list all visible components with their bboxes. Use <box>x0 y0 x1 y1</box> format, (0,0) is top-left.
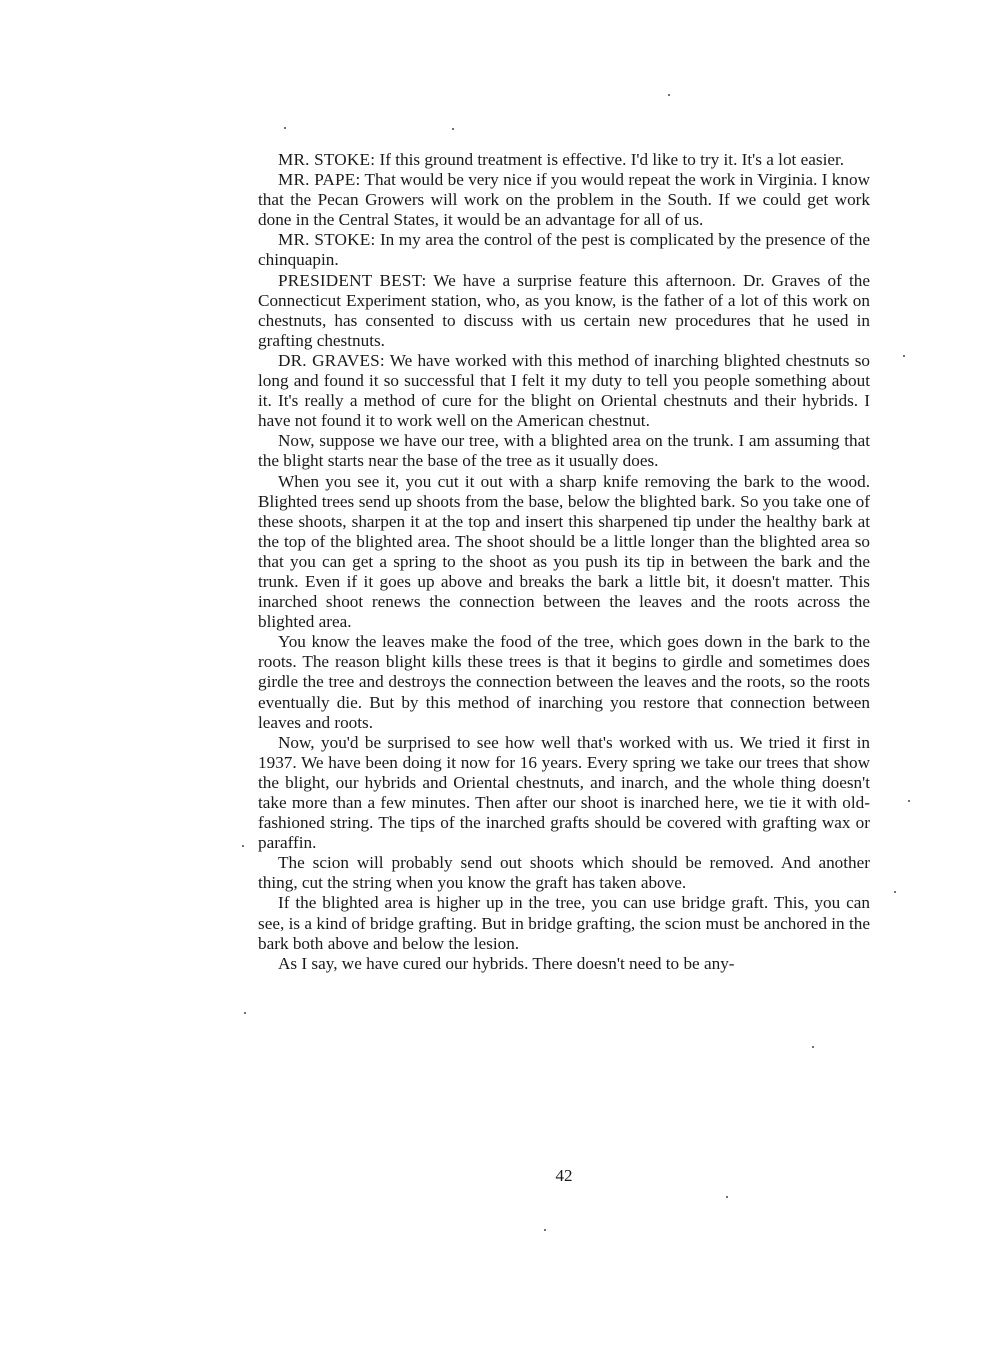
paragraph-text: You know the leaves make the food of the tree, which goes down in the bark to the roots. The reason blight kills these trees is that it begins to girdle and sometimes does girdle the tree and destroys the connection between the leaves and the roots, so the roots eventually die. But by this method of inarching you restore that connection between leaves and roots. <box>258 632 870 732</box>
paragraph-text: As I say, we have cured our hybrids. There doesn't need to be any- <box>278 953 735 973</box>
scan-speck <box>452 128 454 130</box>
speaker-label: MR. STOKE: <box>278 150 376 169</box>
paragraph-text: If this ground treatment is effective. I'd like to try it. It's a lot easier. <box>375 150 845 169</box>
paragraph-text: Now, suppose we have our tree, with a blighted area on the trunk. I am assuming that the blight starts near the base of the tree as it usually does. <box>258 431 870 471</box>
page-number: 42 <box>555 1166 573 1185</box>
paragraph-cured <box>258 954 870 974</box>
paragraph-cut-out <box>258 472 870 633</box>
paragraph-scion <box>258 853 870 893</box>
paragraph-suppose <box>258 431 870 471</box>
scan-speck <box>244 1012 246 1014</box>
paragraph-text: The scion will probably send out shoots which should be removed. And another thing, cut the string when you know the graft has taken above. <box>258 853 870 893</box>
scan-speck <box>242 845 244 847</box>
scan-speck <box>812 1046 814 1048</box>
scan-speck <box>903 355 905 357</box>
scan-speck <box>544 1229 546 1231</box>
text-column <box>258 150 870 974</box>
paragraph-leaves <box>258 632 870 732</box>
speaker-label: DR. GRAVES: <box>278 350 385 370</box>
paragraph-text: That would be very nice if you would repeat the work in Virginia. I know that the Pecan Growers will work on the problem in the South. If we could get work done in the Central States, it would be an advantage for all of us. <box>258 170 870 230</box>
paragraph-stoke-2 <box>258 230 870 270</box>
scan-speck <box>284 127 286 129</box>
paragraph-graves <box>258 351 870 431</box>
paragraph-text: In my area the control of the pest is complicated by the presence of the chinquapin. <box>258 230 870 270</box>
scan-speck <box>894 891 896 893</box>
paragraph-stoke-1 <box>258 150 870 170</box>
paragraph-surprised <box>258 733 870 854</box>
scan-speck <box>726 1196 728 1198</box>
paragraph-pape <box>258 170 870 230</box>
speaker-label: MR. STOKE: <box>278 230 376 250</box>
paragraph-bridge-graft <box>258 893 870 953</box>
paragraph-text: We have worked with this method of inarching blighted chestnuts so long and found it so successful that I felt it my duty to tell you people something about it. It's really a method of cure for the blight on Oriental chestnuts and their hybrids. I have not found it to work well on the American chestnut. <box>258 350 870 431</box>
scan-speck <box>908 800 910 802</box>
paragraph-text: When you see it, you cut it out with a sharp knife removing the bark to the wood. Blighted trees send up shoots from the base, below the blighted bark. So you take one of these shoots, sharpen it at the top and insert this sharpened tip under the healthy bark at the top of the blighted area. The shoot should be a little longer than the blighted area so that you can get a spring to the shoot as you push its tip in between the bark and the trunk. Even if it goes up above and breaks the bark a little bit, it doesn't matter. This inarched shoot renews the connection between the leaves and the roots across the blighted area. <box>258 471 870 632</box>
scan-speck <box>668 94 670 96</box>
paragraph-president-best <box>258 271 870 351</box>
paragraph-text: If the blighted area is higher up in the tree, you can use bridge graft. This, you can see, is a kind of bridge grafting. But in bridge grafting, the scion must be anchored in the bark both above and below the lesion. <box>258 893 870 953</box>
paragraph-text: Now, you'd be surprised to see how well that's worked with us. We tried it first in 1937. We have been doing it now for 16 years. Every spring we take our trees that show the blight, our hybrids and Oriental chestnuts, and inarch, and the whole thing doesn't take more than a few minutes. Then after our shoot is inarched here, we tie it with old-fashioned string. The tips of the inarched grafts should be covered with grafting wax or paraffin. <box>258 732 870 853</box>
paragraph-text: We have a surprise feature this afternoon. Dr. Graves of the Connecticut Experiment station, who, as you know, is the father of a lot of this work on chestnuts, has consented to discuss with us certain new procedures that he used in grafting chestnuts. <box>258 270 870 350</box>
speaker-label: PRESIDENT BEST: <box>278 270 427 290</box>
speaker-label: MR. PAPE: <box>278 170 361 190</box>
